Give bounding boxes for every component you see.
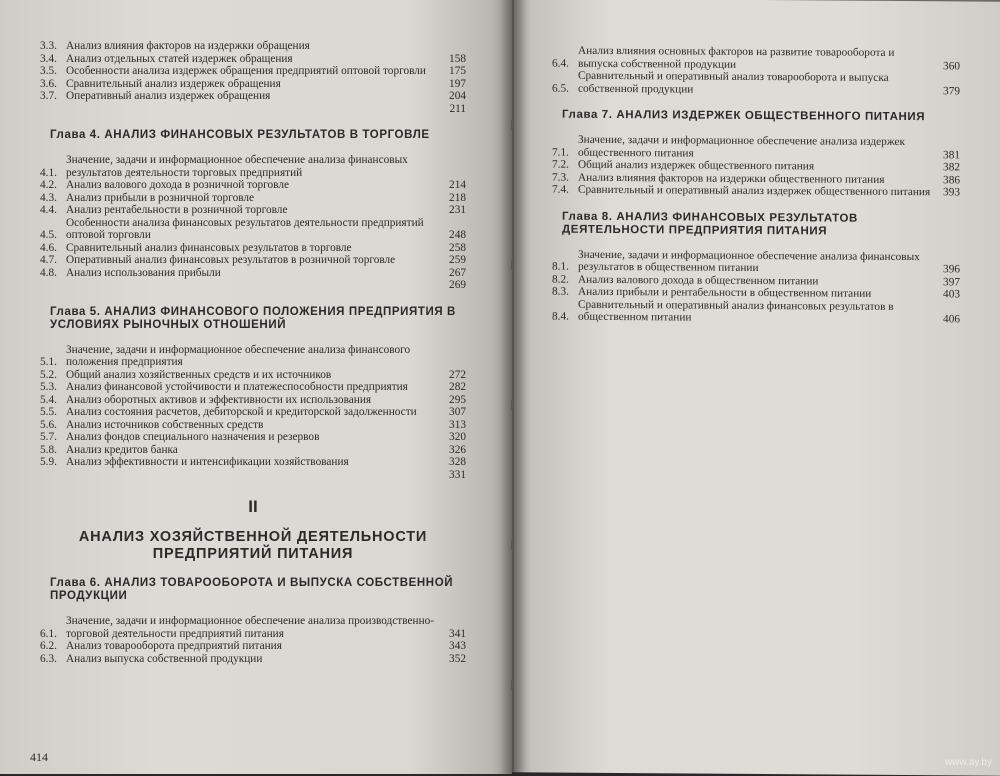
toc-entry xyxy=(40,653,466,666)
toc-entry-title: Анализ рентабельности в розничной торговле xyxy=(66,204,288,216)
toc-entry-title: Анализ фондов специального назначения и резервов xyxy=(66,431,320,443)
toc-entry-number: 5.6. xyxy=(40,418,57,431)
toc-entry-page: 320 xyxy=(449,431,466,443)
toc-entry-page: 396 xyxy=(943,263,960,276)
toc-entry xyxy=(40,53,466,66)
toc-entry-number: 4.6. xyxy=(40,241,57,254)
toc-entry-page: 379 xyxy=(943,84,960,97)
toc-entry-number: 5.9. xyxy=(40,456,57,468)
right-page xyxy=(512,0,1000,776)
toc-entry xyxy=(552,45,960,73)
toc-entry-number: 5.5. xyxy=(40,406,57,418)
toc-entry xyxy=(40,456,466,469)
toc-entry-page: 343 xyxy=(449,640,466,652)
toc-entry-number: 3.4. xyxy=(40,52,57,65)
toc-entry-number: 4.5. xyxy=(40,229,57,241)
toc-entry-page: 381 xyxy=(943,148,960,161)
toc-entry xyxy=(552,298,960,326)
toc-entry-title: Анализ оборотных активов и эффективности их использования xyxy=(66,393,372,406)
toc-entry-title: Сравнительный и оперативный анализ финансовых результатов в общественном питании xyxy=(578,298,894,324)
toc-entry-number: 8.2. xyxy=(552,273,569,286)
toc-entry-page: 313 xyxy=(449,418,466,431)
toc-entry-title: Сравнительный и оперативный анализ товарооборота и выпуска собственной продукции xyxy=(578,69,889,96)
toc-entry-page: 406 xyxy=(943,313,960,326)
toc-entry-page: 393 xyxy=(943,186,960,199)
toc-entry-title: Анализ финансовой устойчивости и платежеспособности предприятия xyxy=(66,381,408,393)
toc-entry-title: Оперативный анализ финансовых результатов в розничной торговле xyxy=(66,254,396,266)
toc-entry-number: 5.7. xyxy=(40,431,57,443)
toc-entry-page: 211 xyxy=(449,102,466,115)
toc-entry xyxy=(40,242,466,255)
toc-entry-page: 204 xyxy=(449,90,466,102)
toc-entry xyxy=(40,179,466,192)
toc-group-5 xyxy=(40,344,466,482)
toc-entry xyxy=(40,192,466,205)
binding-stitch xyxy=(511,120,514,130)
toc-group-7 xyxy=(552,134,960,199)
toc-entry xyxy=(40,406,466,419)
toc-entry-title: Анализ кредитов банка xyxy=(66,443,178,456)
toc-entry-title: Анализ эффективности и интенсификации хозяйствования xyxy=(66,456,349,468)
toc-entry xyxy=(40,615,466,640)
toc-entry-number: 3.5. xyxy=(40,65,57,77)
toc-entry-number: 8.4. xyxy=(552,310,569,323)
toc-entry-page: 360 xyxy=(943,59,960,72)
toc-entry-title: Анализ выпуска собственной продукции xyxy=(66,652,263,665)
toc-entry-number: 5.2. xyxy=(40,368,57,381)
chapter-8-heading: Глава 8. АНАЛИЗ ФИНАНСОВЫХ РЕЗУЛЬТАТОВ ДЕЯТЕЛЬНОСТИ ПРЕДПРИЯТИЯ ПИТАНИЯ xyxy=(562,210,858,237)
toc-entry-number: 3.6. xyxy=(40,77,57,90)
toc-entry-title: Общий анализ издержек общественного питания xyxy=(578,158,815,173)
chapter-6-heading: Глава 6. АНАЛИЗ ТОВАРООБОРОТА И ВЫПУСКА СОБСТВЕННОЙ ПРОДУКЦИИ xyxy=(50,577,454,602)
toc-entry xyxy=(40,469,466,482)
toc-entry xyxy=(40,394,466,407)
toc-entry-title: Значение, задачи и информационное обеспечение анализа финансовых результатов деятельности торговых предприятий xyxy=(66,154,408,179)
toc-group-6 xyxy=(40,615,466,665)
toc-entry xyxy=(40,419,466,432)
toc-group-3 xyxy=(40,40,466,115)
toc-entry-page: 295 xyxy=(449,393,466,406)
toc-entry-number: 6.2. xyxy=(40,640,57,652)
toc-entry-number: 4.3. xyxy=(40,191,57,204)
watermark: www.ay.by xyxy=(944,757,992,768)
toc-entry xyxy=(40,65,466,78)
toc-entry-page: 282 xyxy=(449,381,466,393)
toc-entry-title: Анализ отдельных статей издержек обращения xyxy=(66,52,293,65)
binding-stitch xyxy=(511,260,514,270)
part-title: АНАЛИЗ ХОЗЯЙСТВЕННОЙ ДЕЯТЕЛЬНОСТИ ПРЕДПРИЯТИЙ ПИТАНИЯ xyxy=(78,529,428,562)
toc-entry-page: 218 xyxy=(449,191,466,204)
toc-entry xyxy=(40,254,466,267)
toc-entry-page: 307 xyxy=(449,406,466,418)
toc-entry xyxy=(40,369,466,382)
toc-entry-title: Анализ прибыли и рентабельности в общественном питании xyxy=(578,285,872,300)
toc-entry-number: 4.4. xyxy=(40,204,57,216)
book-gutter xyxy=(500,0,526,774)
toc-entry-title: Анализ валового дохода в розничной торговле xyxy=(66,179,290,191)
toc-entry-title: Анализ источников собственных средств xyxy=(66,418,264,431)
toc-entry-page: 386 xyxy=(943,173,960,186)
toc-entry-number: 4.7. xyxy=(40,254,57,266)
toc-entry-page: 231 xyxy=(449,204,466,216)
toc-entry xyxy=(40,204,466,217)
toc-entry xyxy=(552,134,960,162)
toc-entry-title: Анализ состояния расчетов, дебиторской и кредиторской задолженности xyxy=(66,406,417,418)
toc-entry-number: 4.1. xyxy=(40,166,57,179)
toc-entry-number: 7.4. xyxy=(552,183,569,196)
binding-stitch xyxy=(511,540,514,550)
toc-entry-number: 7.2. xyxy=(552,158,569,171)
toc-group-8 xyxy=(552,248,960,326)
toc-entry-page: 258 xyxy=(449,241,466,254)
toc-entry-title: Значение, задачи и информационное обеспечение анализа финансовых результатов в общественном питании xyxy=(578,248,920,275)
toc-entry-number: 7.3. xyxy=(552,171,569,184)
toc-entry-number: 3.3. xyxy=(40,40,57,52)
toc-entry-number: 4.2. xyxy=(40,179,57,191)
part-number: II xyxy=(248,497,258,516)
toc-entry-page: 397 xyxy=(943,275,960,288)
toc-entry-title: Анализ прибыли в розничной торговле xyxy=(66,191,255,204)
toc-entry-number: 7.1. xyxy=(552,146,569,159)
toc-entry-page: 328 xyxy=(449,456,466,468)
toc-entry xyxy=(40,640,466,653)
toc-entry-number: 6.4. xyxy=(552,57,569,70)
toc-entry-title: Особенности анализа издержек обращения предприятий оптовой торговли xyxy=(66,65,426,77)
toc-entry xyxy=(40,78,466,91)
toc-entry-title: Оперативный анализ издержек обращения xyxy=(66,90,271,102)
chapter-5-heading: Глава 5. АНАЛИЗ ФИНАНСОВОГО ПОЛОЖЕНИЯ ПРЕДПРИЯТИЯ В УСЛОВИЯХ РЫНОЧНЫХ ОТНОШЕНИЙ xyxy=(50,305,456,331)
chapter-4-heading: Глава 4. АНАЛИЗ ФИНАНСОВЫХ РЕЗУЛЬТАТОВ В ТОРГОВЛЕ xyxy=(50,129,430,141)
toc-entry-number: 4.8. xyxy=(40,266,57,279)
page-number: 414 xyxy=(30,750,48,764)
toc-entry-number: 5.3. xyxy=(40,381,57,393)
toc-entry-title: Анализ товарооборота предприятий питания xyxy=(66,640,282,652)
toc-entry xyxy=(40,344,466,369)
toc-entry-page: 267 xyxy=(449,266,466,279)
toc-entry-page: 269 xyxy=(449,279,466,291)
toc-entry-title: Сравнительный анализ финансовых результатов в торговле xyxy=(66,241,352,254)
toc-entry-number: 6.1. xyxy=(40,627,57,640)
toc-entry-title: Значение, задачи и информационное обеспечение анализа производственно-торговой деятельности предприятий питания xyxy=(66,615,435,640)
toc-entry-page: 352 xyxy=(449,652,466,665)
toc-entry xyxy=(40,431,466,444)
toc-entry xyxy=(40,103,466,116)
binding-stitch xyxy=(511,680,514,690)
toc-entry-title: Значение, задачи и информационное обеспечение анализа издержек общественного питания xyxy=(578,133,905,160)
toc-entry-title: Анализ использования прибыли xyxy=(66,266,221,279)
toc-entry-number: 6.3. xyxy=(40,652,57,665)
toc-entry-page: 248 xyxy=(449,229,466,241)
toc-entry xyxy=(40,154,466,179)
toc-entry-page: 326 xyxy=(449,443,466,456)
toc-entry-number: 8.3. xyxy=(552,285,569,298)
toc-entry-title: Анализ валового дохода в общественном питании xyxy=(578,273,819,287)
toc-entry-page: 331 xyxy=(449,468,466,481)
toc-entry xyxy=(552,248,960,276)
toc-entry-title: Значение, задачи и информационное обеспечение анализа финансового положения предприятия xyxy=(66,343,411,368)
toc-entry-page: 272 xyxy=(449,368,466,381)
toc-entry xyxy=(552,70,960,98)
chapter-7-heading: Глава 7. АНАЛИЗ ИЗДЕРЖЕК ОБЩЕСТВЕННОГО ПИТАНИЯ xyxy=(562,108,926,124)
toc-entry-page: 382 xyxy=(943,161,960,174)
toc-entry xyxy=(552,184,960,199)
toc-entry-page: 403 xyxy=(943,288,960,301)
toc-entry-page: 214 xyxy=(449,179,466,191)
toc-group-4 xyxy=(40,154,466,292)
toc-entry-title: Анализ влияния факторов на издержки общественного питания xyxy=(578,171,885,186)
toc-entry-title: Сравнительный анализ издержек обращения xyxy=(66,77,281,90)
toc-entry-number: 5.4. xyxy=(40,393,57,406)
toc-entry xyxy=(40,40,466,53)
toc-entry-page: 175 xyxy=(449,65,466,77)
toc-entry xyxy=(40,444,466,457)
toc-entry-page: 158 xyxy=(449,52,466,65)
toc-entry-number: 5.1. xyxy=(40,356,57,368)
toc-entry-number: 8.1. xyxy=(552,260,569,273)
toc-entry-title: Особенности анализа финансовых результатов деятельности предприятий оптовой торговли xyxy=(66,216,424,241)
toc-entry-title: Сравнительный и оперативный анализ издержек общественного питания xyxy=(578,183,931,199)
toc-entry-page: 341 xyxy=(449,627,466,640)
binding-stitch xyxy=(511,400,514,410)
toc-entry-number: 6.5. xyxy=(552,82,569,95)
toc-entry-title: Анализ влияния основных факторов на развитие товарооборота и выпуска собственной продукции xyxy=(578,44,895,71)
toc-group-6-cont xyxy=(552,45,960,98)
toc-entry-title: Анализ влияния факторов на издержки обращения xyxy=(66,40,310,52)
toc-entry xyxy=(40,381,466,394)
toc-entry-title: Общий анализ хозяйственных средств и их источников xyxy=(66,368,332,381)
toc-entry-number: 5.8. xyxy=(40,443,57,456)
toc-entry xyxy=(40,90,466,103)
toc-entry xyxy=(40,217,466,242)
toc-entry-page: 259 xyxy=(449,254,466,266)
toc-entry-page: 197 xyxy=(449,77,466,90)
toc-entry xyxy=(40,267,466,280)
toc-entry xyxy=(40,279,466,292)
toc-entry-number: 3.7. xyxy=(40,90,57,102)
